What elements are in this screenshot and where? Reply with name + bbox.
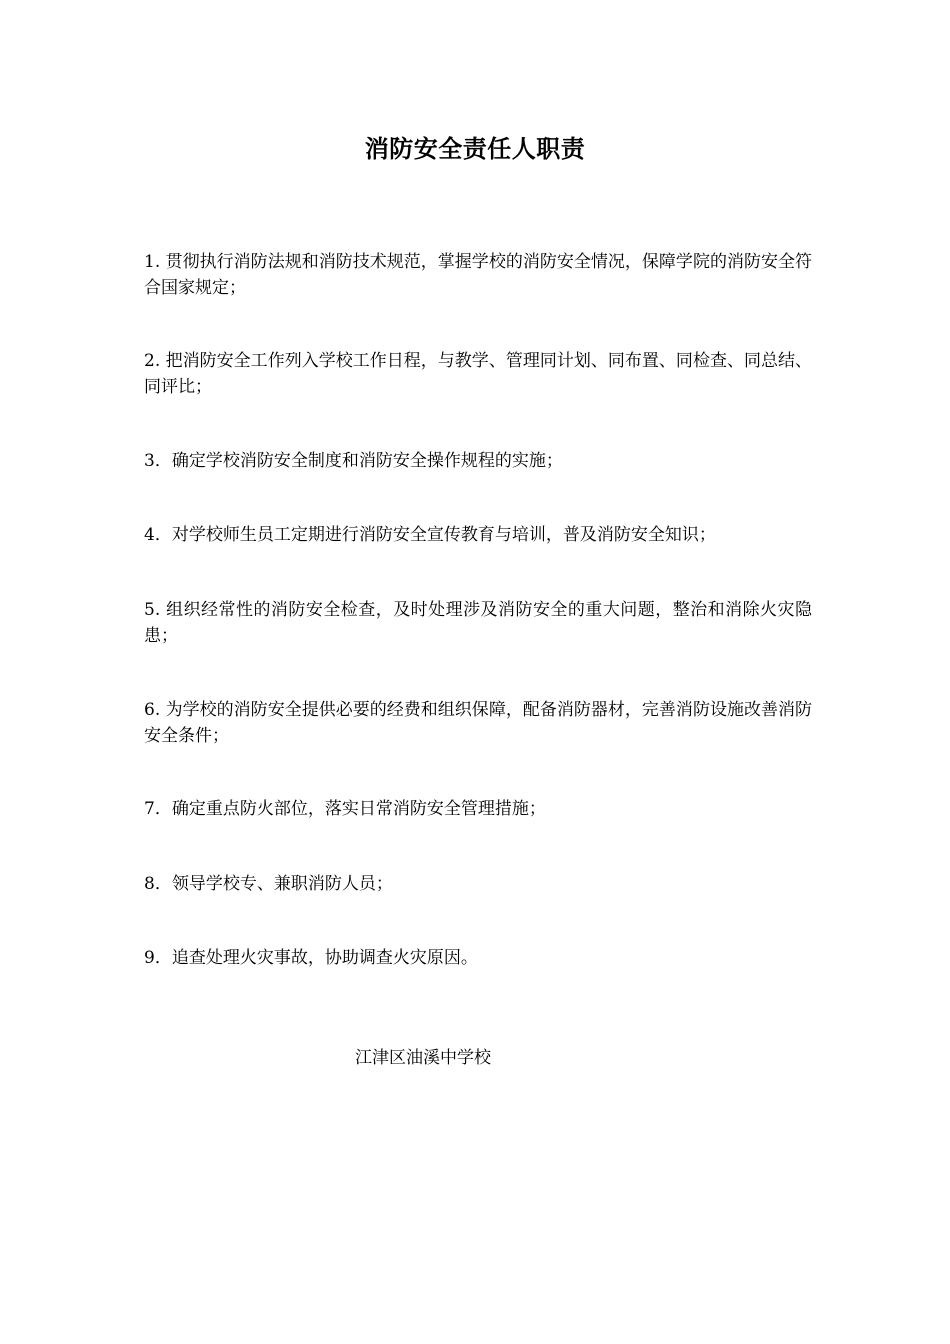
- duty-item-1: 1. 贯彻执行消防法规和消防技术规范，掌握学校的消防安全情况，保障学院的消防安全符合国家规定；: [144, 252, 812, 298]
- duty-item-8: 8．领导学校专、兼职消防人员；: [144, 874, 393, 894]
- duty-item-6: 6. 为学校的消防安全提供必要的经费和组织保障，配备消防器材，完善消防设施改善消防安全条件；: [144, 700, 812, 746]
- school-signature: 江津区油溪中学校: [355, 1048, 491, 1068]
- duty-item-7: 7．确定重点防火部位，落实日常消防安全管理措施；: [144, 799, 546, 819]
- document-title: 消防安全责任人职责: [364, 134, 586, 163]
- duty-item-5: 5. 组织经常性的消防安全检查，及时处理涉及消防安全的重大问题，整治和消除火灾隐患；: [144, 600, 812, 646]
- duty-item-3: 3．确定学校消防安全制度和消防安全操作规程的实施；: [144, 451, 563, 471]
- duty-item-9: 9．追查处理火灾事故，协助调查火灾原因。: [144, 948, 478, 968]
- duty-item-2: 2. 把消防安全工作列入学校工作日程，与教学、管理同计划、同布置、同检查、同总结、同评比；: [144, 351, 812, 397]
- duty-item-4: 4．对学校师生员工定期进行消防安全宣传教育与培训，普及消防安全知识；: [144, 525, 716, 545]
